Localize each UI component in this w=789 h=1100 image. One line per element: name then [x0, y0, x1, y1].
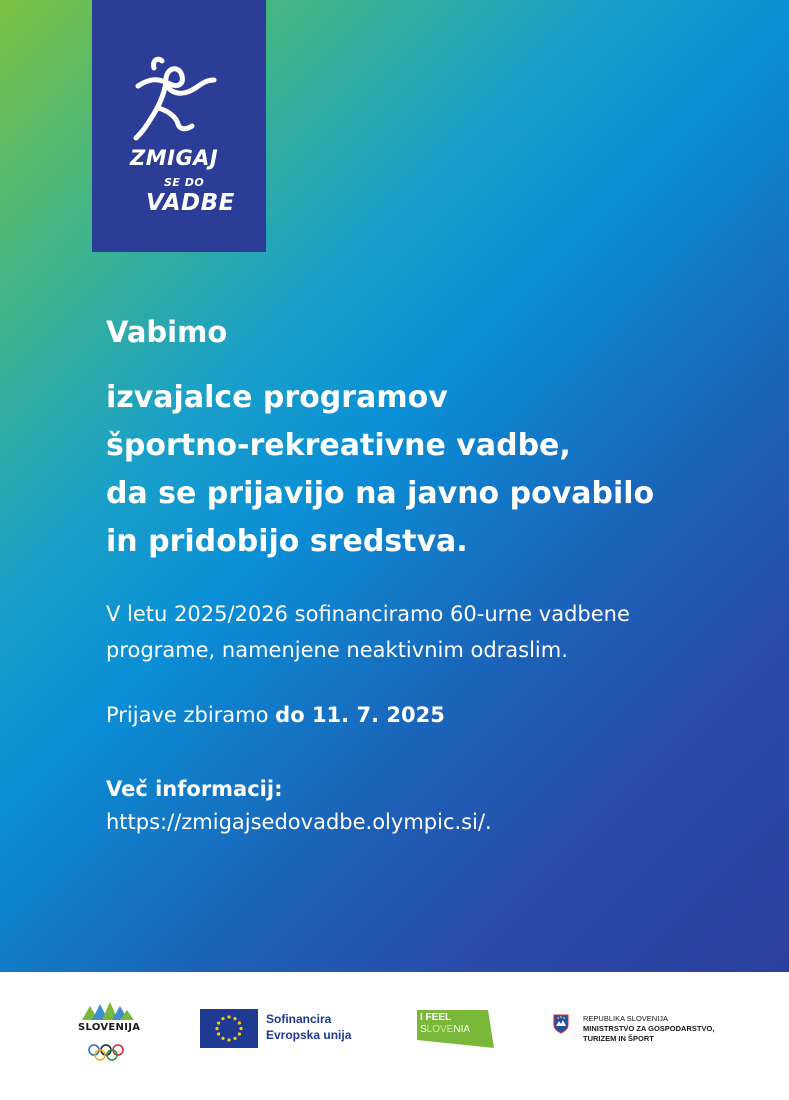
ifeel-love: LOVE: [426, 1024, 454, 1035]
logo-line-3: VADBE: [146, 190, 235, 216]
body-line: programe, namenjene neaktivnim odraslim.: [106, 638, 568, 662]
invite-heading: Vabimo: [106, 315, 228, 349]
main-heading-line: športno-rekreativne vadbe,: [106, 428, 571, 463]
main-heading: [106, 374, 654, 566]
ministry-text: [583, 1014, 714, 1044]
body-paragraph: [106, 596, 630, 668]
main-heading-line: in pridobijo sredstva.: [106, 524, 468, 559]
body-line: V letu 2025/2026 sofinanciramo 60-urne vadbene: [106, 602, 630, 626]
ifeel-s: S: [420, 1024, 427, 1035]
deadline-date: do 11. 7. 2025: [275, 703, 445, 727]
gov-line-2: MINISTRSTVO ZA GOSPODARSTVO,: [583, 1024, 715, 1033]
eu-flag-icon: [200, 1009, 258, 1048]
more-info-label: Več informacij:: [106, 777, 283, 801]
deadline-text: [106, 703, 445, 727]
eu-line-2: Evropska unija: [266, 1028, 352, 1042]
slovenia-crest-icon: [553, 1014, 569, 1034]
main-heading-line: izvajalce programov: [106, 380, 448, 415]
main-heading-line: da se prijavijo na javno povabilo: [106, 476, 655, 511]
deadline-prefix: Prijave zbiramo: [106, 703, 276, 727]
slovenia-label: SLOVENIJA: [78, 1022, 141, 1033]
gov-line-3: TURIZEM IN ŠPORT: [583, 1034, 654, 1043]
logo-line-2: SE DO: [164, 176, 205, 189]
eu-cofinance-text: [266, 1011, 351, 1043]
gov-line-1: REPUBLIKA SLOVENIJA: [583, 1014, 669, 1023]
running-figure-icon: [92, 0, 266, 150]
info-link[interactable]: https://zmigajsedovadbe.olympic.si/.: [106, 810, 492, 834]
ifeel-nia: NIA: [453, 1024, 471, 1035]
ifeel-line-1: I FEEL: [420, 1012, 452, 1023]
logo-line-1: ZMIGAJ: [130, 146, 219, 170]
ifeel-line-2: [420, 1024, 470, 1035]
eu-line-1: Sofinancira: [266, 1012, 332, 1026]
zmigaj-logo: [92, 0, 266, 252]
